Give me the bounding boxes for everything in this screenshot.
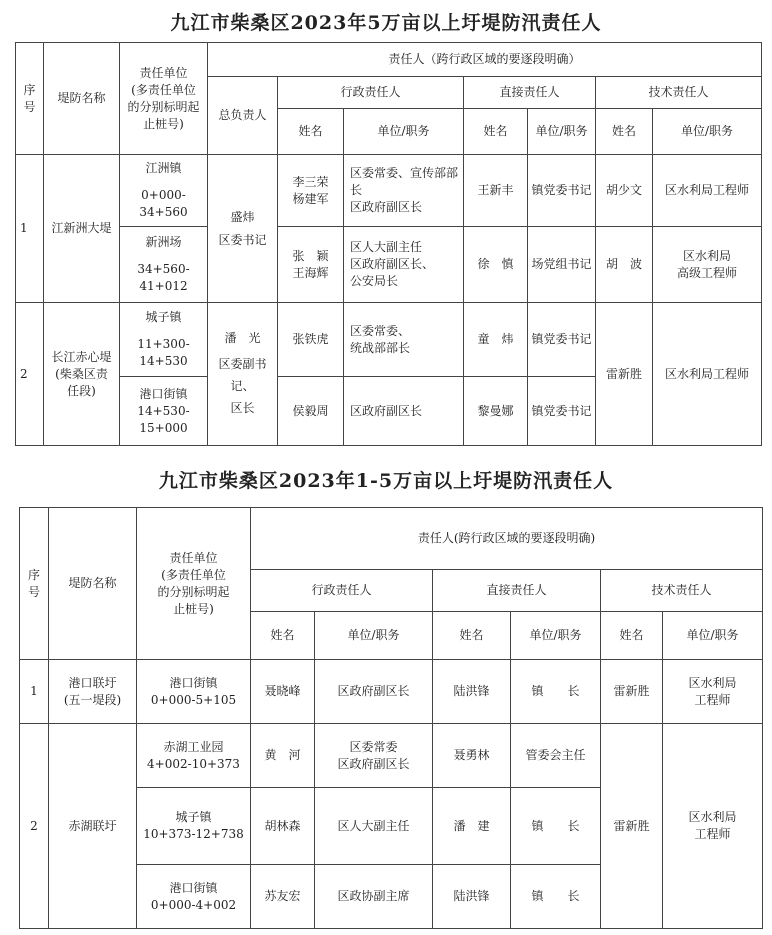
direct-name-cell: 陆洪锋: [433, 660, 511, 724]
pile-range: 14+530-15+000: [137, 403, 190, 435]
unit-name: 赤湖工业园: [163, 739, 224, 754]
post-header: 单位/职务: [315, 612, 433, 660]
unit-name: 港口街镇: [139, 386, 188, 401]
dike-name-cell: 赤湖联圩: [49, 724, 137, 929]
direct-name-cell: 潘 建: [433, 788, 511, 865]
table-row: [20, 724, 763, 788]
dike-name-cell: 江新洲大堤: [44, 155, 120, 303]
dike-header: 堤防名称: [49, 508, 137, 660]
pile-range: 0+000-34+560: [139, 188, 188, 219]
unit-cell: [120, 303, 208, 377]
pile-range: 10+373-12+738: [143, 827, 244, 841]
responsible-header: 责任人(跨行政区域的要逐段明确): [251, 508, 763, 570]
unit-cell: [137, 724, 251, 788]
unit-name: 港口街镇: [169, 675, 218, 690]
post-header: 单位/职务: [663, 612, 763, 660]
direct-post-cell: 镇党委书记: [528, 155, 596, 227]
table2-title: 九江市柴桑区2023年1-5万亩以上圩堤防汛责任人: [158, 470, 614, 492]
admin-name-cell: 李三荣 杨建军: [278, 155, 344, 227]
admin-post-cell: 区人大副主任: [315, 788, 433, 865]
direct-name-cell: 徐 慎: [464, 227, 528, 303]
name-header: 姓名: [251, 612, 315, 660]
admin-post-cell: 区委常委、 统战部部长: [344, 303, 464, 377]
tech-post-cell: 区水利局 高级工程师: [653, 227, 762, 303]
admin-post-cell: 区委常委 区政府副区长: [315, 724, 433, 788]
admin-name-cell: 黄 河: [251, 724, 315, 788]
admin-name-cell: 张铁虎: [278, 303, 344, 377]
direct-header: 直接责任人: [433, 570, 601, 612]
pile-range: 11+300-14+530: [137, 337, 190, 368]
direct-name-cell: 黎曼娜: [464, 377, 528, 446]
name-header: 姓名: [464, 109, 528, 155]
admin-name-cell: 聂晓峰: [251, 660, 315, 724]
table-row: [16, 303, 762, 377]
post-header: 单位/职务: [653, 109, 762, 155]
unit-cell: [137, 660, 251, 724]
responsible-header: 责任人（跨行政区域的要逐段明确）: [208, 43, 762, 77]
post-header: 单位/职务: [344, 109, 464, 155]
pile-range: 4+002-10+373: [147, 756, 240, 771]
name-header: 姓名: [433, 612, 511, 660]
unit-header: 责任单位 (多责任单位 的分别标明起 止桩号): [120, 43, 208, 155]
direct-post-cell: 镇 长: [511, 660, 601, 724]
admin-header: 行政责任人: [278, 77, 464, 109]
admin-name-cell: 侯毅周: [278, 377, 344, 446]
seq-header: 序 号: [20, 508, 49, 660]
direct-post-cell: 镇 长: [511, 865, 601, 929]
seq-cell: 1: [16, 155, 44, 303]
tech-name-cell: 雷新胜: [596, 303, 653, 446]
direct-post-cell: 镇党委书记: [528, 303, 596, 377]
pile-range: 34+560-41+012: [137, 262, 190, 293]
tech-name-cell: 胡少文: [596, 155, 653, 227]
direct-post-cell: 镇党委书记: [528, 377, 596, 446]
admin-post-cell: 区政协副主席: [315, 865, 433, 929]
dike-name-cell: 长江赤心堤 (柴桑区责 任段): [44, 303, 120, 446]
unit-cell: [120, 155, 208, 227]
seq-header: 序 号: [16, 43, 44, 155]
unit-cell: [137, 788, 251, 865]
unit-cell: [120, 377, 208, 446]
post-header: 单位/职务: [511, 612, 601, 660]
unit-header: 责任单位 (多责任单位 的分别标明起 止桩号): [137, 508, 251, 660]
tech-name-cell: 雷新胜: [601, 724, 663, 929]
seq-cell: 1: [20, 660, 49, 724]
dike-header: 堤防名称: [44, 43, 120, 155]
unit-name: 新洲场: [145, 235, 182, 249]
direct-post-cell: 场党组书记: [528, 227, 596, 303]
chief-name: 潘 光: [224, 330, 261, 345]
table2: [19, 507, 763, 929]
unit-name: 江洲镇: [145, 161, 182, 175]
chief-post: 区委书记: [218, 232, 267, 247]
seq-cell: 2: [16, 303, 44, 446]
chief-cell: [208, 303, 278, 446]
chief-post: 区委副书记、 区长: [218, 356, 267, 415]
tech-post-cell: 区水利局 工程师: [663, 724, 763, 929]
pile-range: 0+000-5+105: [150, 692, 237, 707]
table-row: [16, 155, 762, 227]
pile-range: 0+000-4+002: [150, 897, 237, 912]
tech-post-cell: 区水利局工程师: [653, 303, 762, 446]
unit-name: 港口街镇: [169, 880, 218, 895]
post-header: 单位/职务: [528, 109, 596, 155]
direct-post-cell: 镇 长: [511, 788, 601, 865]
table-row: [16, 227, 762, 303]
chief-header: 总负责人: [208, 77, 278, 155]
name-header: 姓名: [278, 109, 344, 155]
chief-name: 盛炜: [230, 209, 255, 224]
chief-cell: [208, 155, 278, 303]
table1: [15, 42, 762, 446]
unit-cell: [120, 227, 208, 303]
admin-name-cell: 张 颖 王海辉: [278, 227, 344, 303]
direct-name-cell: 童 炜: [464, 303, 528, 377]
dike-name-cell: 港口联圩 (五一堤段): [49, 660, 137, 724]
unit-name: 城子镇: [145, 310, 182, 324]
table-row: [20, 660, 763, 724]
admin-post-cell: 区政府副区长: [344, 377, 464, 446]
direct-post-cell: 管委会主任: [511, 724, 601, 788]
seq-cell: 2: [20, 724, 49, 929]
name-header: 姓名: [601, 612, 663, 660]
direct-header: 直接责任人: [464, 77, 596, 109]
direct-name-cell: 王新丰: [464, 155, 528, 227]
tech-header: 技术责任人: [596, 77, 762, 109]
admin-name-cell: 胡林森: [251, 788, 315, 865]
tech-post-cell: 区水利局 工程师: [663, 660, 763, 724]
admin-header: 行政责任人: [251, 570, 433, 612]
tech-header: 技术责任人: [601, 570, 763, 612]
unit-cell: [137, 865, 251, 929]
tech-name-cell: 胡 波: [596, 227, 653, 303]
admin-name-cell: 苏友宏: [251, 865, 315, 929]
tech-name-cell: 雷新胜: [601, 660, 663, 724]
table1-title: 九江市柴桑区2023年5万亩以上圩堤防汛责任人: [170, 12, 602, 34]
tech-post-cell: 区水利局工程师: [653, 155, 762, 227]
unit-name: 城子镇: [175, 810, 212, 824]
name-header: 姓名: [596, 109, 653, 155]
admin-post-cell: 区人大副主任 区政府副区长、 公安局长: [344, 227, 464, 303]
admin-post-cell: 区政府副区长: [315, 660, 433, 724]
admin-post-cell: 区委常委、宣传部部长 区政府副区长: [344, 155, 464, 227]
direct-name-cell: 陆洪锋: [433, 865, 511, 929]
direct-name-cell: 聂勇林: [433, 724, 511, 788]
